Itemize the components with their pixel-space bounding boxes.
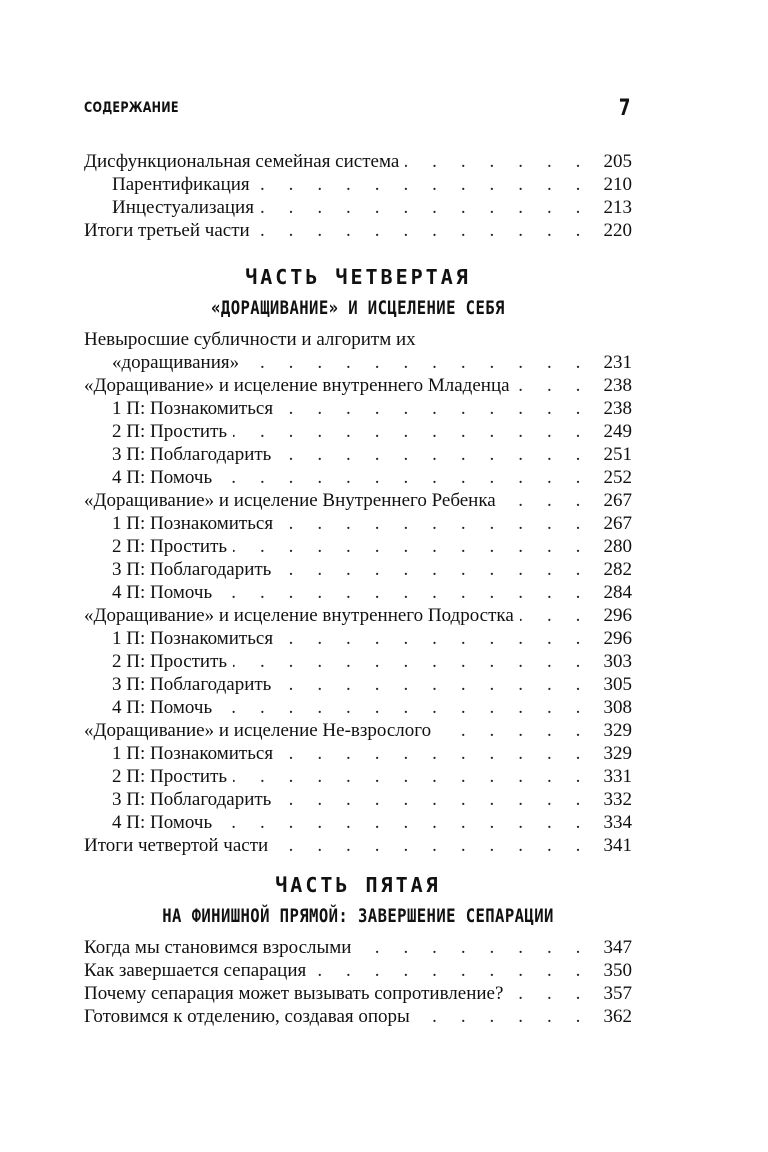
toc-entry-title: «Доращивание» и исцеление внутреннего Подростка [84, 605, 514, 626]
part-four-title: «ДОРАЩИВАНИЕ» И ИСЦЕЛЕНИЕ СЕБЯ [211, 297, 505, 319]
part-four-heading [84, 262, 632, 324]
toc-entry [84, 581, 632, 604]
toc-entry-page: 341 [603, 835, 632, 856]
toc-entry [84, 489, 632, 512]
toc-entry-title: 2 П: Простить [112, 651, 228, 672]
toc-entry [84, 374, 632, 397]
toc-entry-title: Парентификация [112, 174, 250, 195]
toc-entry-title: 1 П: Познакомиться [112, 628, 274, 649]
toc-entry-title: Почему сепарация может вызывать сопротивление? [84, 983, 504, 1004]
toc-entry-page: 231 [603, 352, 632, 373]
dot-leader [233, 650, 590, 673]
dot-leader [279, 627, 590, 650]
dot-leader [277, 558, 590, 581]
toc-entry-title: Невыросшие субличности и алгоритм их [84, 329, 416, 350]
toc-entry [84, 936, 632, 959]
toc-entry-title: Дисфункциональная семейная система [84, 151, 400, 172]
toc-entry-title: 4 П: Помочь [112, 812, 213, 833]
toc-entry-page: 350 [603, 960, 632, 981]
dot-leader [277, 788, 590, 811]
toc-entry-title: 2 П: Простить [112, 766, 228, 787]
running-head: СОДЕРЖАНИЕ [84, 100, 179, 116]
toc-entry [84, 150, 632, 173]
toc-entry-page: 308 [603, 697, 632, 718]
dot-leader [218, 811, 590, 834]
toc-entry-title: 3 П: Поблагодарить [112, 674, 272, 695]
toc-section-part-four [84, 328, 632, 857]
toc-entry [84, 765, 632, 788]
toc-entry-page: 205 [603, 151, 632, 172]
toc-entry [84, 512, 632, 535]
toc-entry [84, 1005, 632, 1028]
toc-entry [84, 328, 632, 351]
toc-entry [84, 959, 632, 982]
dot-leader [279, 397, 590, 420]
toc-entry-page: 282 [603, 559, 632, 580]
toc-entry-page: 334 [603, 812, 632, 833]
toc-entry [84, 982, 632, 1005]
toc-entry-page: 280 [603, 536, 632, 557]
dot-leader [312, 959, 590, 982]
toc-entry [84, 604, 632, 627]
toc-entry [84, 351, 632, 374]
dot-leader [520, 604, 590, 627]
toc-entry [84, 535, 632, 558]
dot-leader [218, 696, 590, 719]
toc-entry-title: Инцестуализация [112, 197, 254, 218]
part-five-title: НА ФИНИШНОЙ ПРЯМОЙ: ЗАВЕРШЕНИЕ СЕПАРАЦИИ [162, 905, 554, 927]
toc-entry-page: 267 [603, 513, 632, 534]
toc-entry-title: Готовимся к отделению, создавая опоры [84, 1006, 410, 1027]
dot-leader [274, 834, 590, 857]
dot-leader [277, 443, 590, 466]
toc-entry-title: Итоги третьей части [84, 220, 250, 241]
toc-entry-title: 1 П: Познакомиться [112, 513, 274, 534]
toc-entry-page: 296 [603, 628, 632, 649]
dot-leader [357, 936, 590, 959]
dot-leader [218, 581, 590, 604]
dot-leader [516, 374, 590, 397]
toc-entry-title: 4 П: Помочь [112, 582, 213, 603]
toc-entry-title: «Доращивание» и исцеление внутреннего Младенца [84, 375, 510, 396]
toc-entry [84, 811, 632, 834]
toc-entry-page: 220 [603, 220, 632, 241]
toc-entry-page: 210 [603, 174, 632, 195]
toc-entry-title: 4 П: Помочь [112, 697, 213, 718]
toc-entry-title: Как завершается сепарация [84, 960, 307, 981]
toc-entry [84, 443, 632, 466]
toc-entry [84, 788, 632, 811]
toc-entry [84, 558, 632, 581]
toc-entry-title: 1 П: Познакомиться [112, 398, 274, 419]
toc-entry-title: 3 П: Поблагодарить [112, 559, 272, 580]
toc-entry-page: 357 [603, 983, 632, 1004]
toc-entry-page: 303 [603, 651, 632, 672]
toc-entry-title: «Доращивание» и исцеление Не-взрослого [84, 720, 432, 741]
toc-entry-page: 296 [603, 605, 632, 626]
toc-entry-page: 249 [603, 421, 632, 442]
dot-leader [277, 673, 590, 696]
toc-entry-title: Итоги четвертой части [84, 835, 269, 856]
dot-leader [256, 173, 590, 196]
toc-entry-page: 284 [603, 582, 632, 603]
toc-entry-title: «Доращивание» и исцеление Внутреннего Ребенка [84, 490, 496, 511]
toc-entry [84, 650, 632, 673]
toc-entry-title: 2 П: Простить [112, 536, 228, 557]
toc-entry [84, 696, 632, 719]
dot-leader [405, 150, 590, 173]
toc-entry-page: 252 [603, 467, 632, 488]
page-number: 7 [618, 96, 630, 121]
toc-entry-title: 1 П: Познакомиться [112, 743, 274, 764]
toc-entry [84, 742, 632, 765]
dot-leader [416, 1005, 590, 1028]
toc-entry-page: 329 [603, 743, 632, 764]
toc-entry [84, 466, 632, 489]
toc-entry-page: 332 [603, 789, 632, 810]
toc-entry-title: 3 П: Поблагодарить [112, 444, 272, 465]
toc-entry [84, 420, 632, 443]
toc-entry-title: 4 П: Помочь [112, 467, 213, 488]
dot-leader [233, 535, 590, 558]
toc-entry-title: 2 П: Простить [112, 421, 228, 442]
toc-entry-title: 3 П: Поблагодарить [112, 789, 272, 810]
dot-leader [233, 765, 590, 788]
toc-entry [84, 627, 632, 650]
toc-entry [84, 196, 632, 219]
dot-leader [256, 219, 590, 242]
toc-entry [84, 719, 632, 742]
toc-entry-title: Когда мы становимся взрослыми [84, 937, 352, 958]
part-five-heading [84, 870, 632, 932]
toc-entry [84, 673, 632, 696]
dot-leader [260, 196, 590, 219]
toc-entry-page: 238 [603, 375, 632, 396]
dot-leader [245, 351, 590, 374]
dot-leader [502, 489, 590, 512]
dot-leader [509, 982, 590, 1005]
toc-entry [84, 397, 632, 420]
toc-entry-page: 238 [603, 398, 632, 419]
toc-entry-page: 305 [603, 674, 632, 695]
toc-entry [84, 219, 632, 242]
part-four-label: ЧАСТЬ ЧЕТВЕРТАЯ [245, 265, 471, 289]
dot-leader [279, 512, 590, 535]
toc-entry-page: 362 [603, 1006, 632, 1027]
toc-entry-page: 213 [603, 197, 632, 218]
toc-entry-page: 267 [603, 490, 632, 511]
toc-entry [84, 173, 632, 196]
toc-entry-page: 347 [603, 937, 632, 958]
toc-section-part-five [84, 936, 632, 1028]
dot-leader [218, 466, 590, 489]
toc-section-top [84, 150, 632, 242]
toc-entry-page: 331 [603, 766, 632, 787]
part-five-label: ЧАСТЬ ПЯТАЯ [275, 873, 441, 897]
toc-entry-page: 329 [603, 720, 632, 741]
dot-leader [279, 742, 590, 765]
toc-entry-title: «доращивания» [112, 352, 240, 373]
toc-entry-page: 251 [603, 444, 632, 465]
dot-leader [233, 420, 590, 443]
dot-leader [437, 719, 590, 742]
toc-entry [84, 834, 632, 857]
